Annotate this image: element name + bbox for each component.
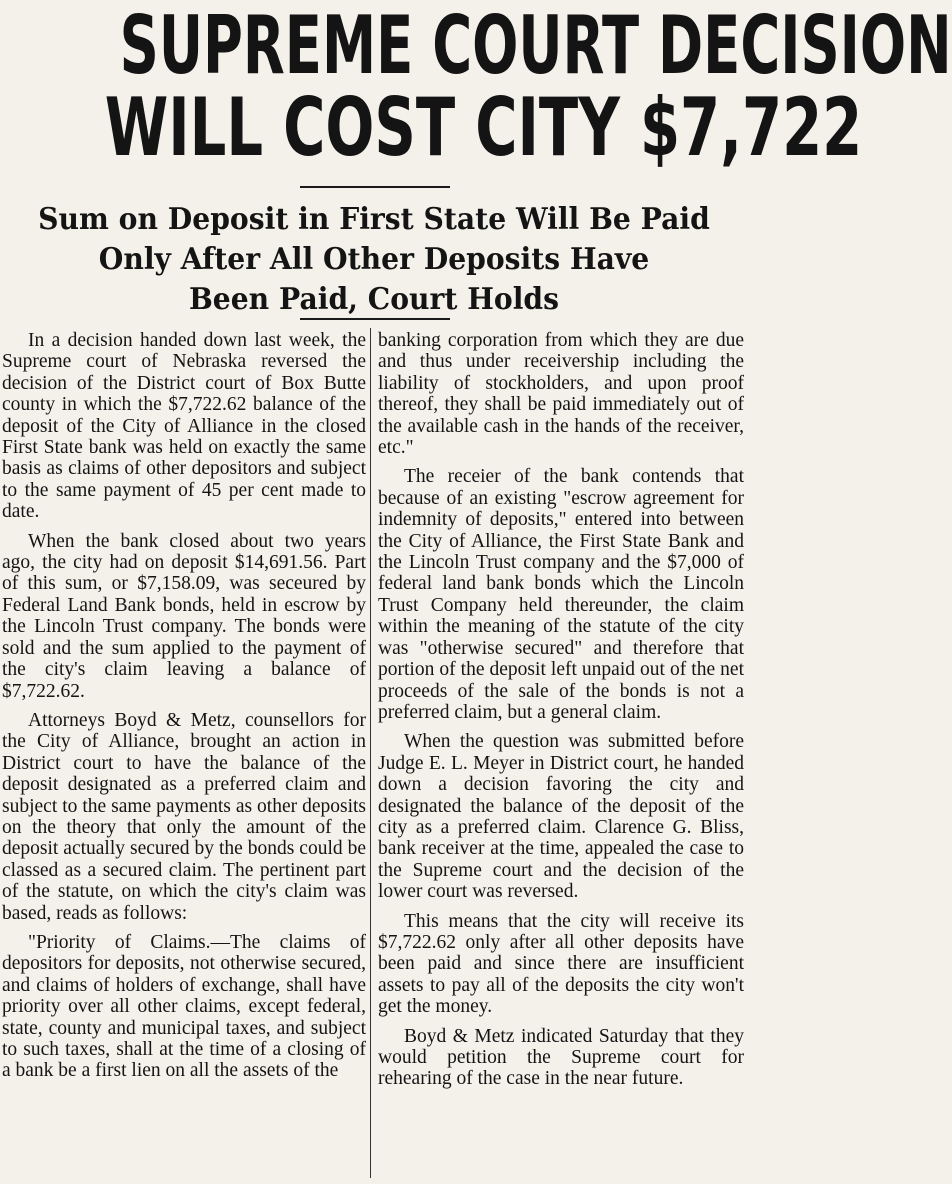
subheadline-line-3: Been Paid, Court Holds bbox=[188, 282, 560, 317]
subheadline-line-2: Only After All Other Deposits Have bbox=[98, 242, 650, 277]
paragraph: "Priority of Claims.—The claims of depositors for deposits, not otherwise secured, and claims of holders of exchange, shall have priority over all other claims, except federal, state, county and municipal taxes, and subject to such taxes, shall at the time of a closing of a bank be a first lien on all the assets of the bbox=[2, 931, 366, 1082]
headline-line-1: SUPREME COURT DECISION bbox=[119, 0, 952, 92]
paragraph: The receier of the bank contends that because of an existing "escrow agreement for indemnity of deposits," entered into between the City of Alliance, the First State Bank and the Lincoln Trust company and the $7,000 of federal land bank bonds which the Lincoln Trust Company held thereunder, the claim within the meaning of the statute of the city was "otherwise secured" and therefore that portion of the deposit left unpaid out of the net proceeds of the sale of the bonds is not a preferred claim, but a general claim. bbox=[378, 466, 744, 723]
paragraph: This means that the city will receive its $7,722.62 only after all other deposits have been paid and since there are insufficient assets to pay all of the deposits the city won't get the money. bbox=[378, 910, 744, 1018]
headline-line-2: WILL COST CITY $7,722 bbox=[104, 81, 863, 174]
article-column-left bbox=[2, 330, 366, 1090]
paragraph: When the bank closed about two years ago, the city had on deposit $14,691.56. Part of this sum, or $7,158.09, was seceured by Federal Land Bank bonds, held in escrow by the Lincoln Trust company. The bonds were sold and the sum applied to the payment of the city's claim leaving a balance of $7,722.62. bbox=[2, 530, 366, 702]
subheadline bbox=[0, 200, 748, 320]
paragraph: Attorneys Boyd & Metz, counsellors for the City of Alliance, brought an action in District court to have the balance of the deposit designated as a preferred claim and subject to the same payments as other deposits on the theory that only the amount of the deposit actually secured by the bonds could be classed as a secured claim. The pertinent part of the statute, on which the city's claim was based, reads as follows: bbox=[2, 709, 366, 924]
paragraph: Boyd & Metz indicated Saturday that they would petition the Supreme court for rehearing of the case in the near future. bbox=[378, 1025, 744, 1090]
headline-rule bbox=[300, 186, 450, 188]
paragraph: In a decision handed down last week, the Supreme court of Nebraska reversed the decision of the District court of Box Butte county in which the $7,722.62 balance of the deposit of the City of Alliance in the closed First State bank was held on exactly the same basis as claims of other depositors and subject to the same payment of 45 per cent made to date. bbox=[2, 330, 366, 523]
paragraph: banking corporation from which they are due and thus under receivership including the liability of stockholders, and upon proof thereof, they shall be paid immediately out of the available cash in the hands of the receiver, etc." bbox=[378, 330, 744, 459]
article-column-right bbox=[378, 330, 744, 1098]
column-divider bbox=[370, 328, 371, 1178]
subheadline-rule bbox=[300, 318, 450, 320]
subheadline-line-1: Sum on Deposit in First State Will Be Paid bbox=[38, 202, 710, 237]
paragraph: When the question was submitted before Judge E. L. Meyer in District court, he handed down a decision favoring the city and designated the balance of the deposit of the city as a preferred claim. Clarence G. Bliss, bank receiver at the time, appealed the case to the Supreme court and the decision of the lower court was reversed. bbox=[378, 731, 744, 903]
